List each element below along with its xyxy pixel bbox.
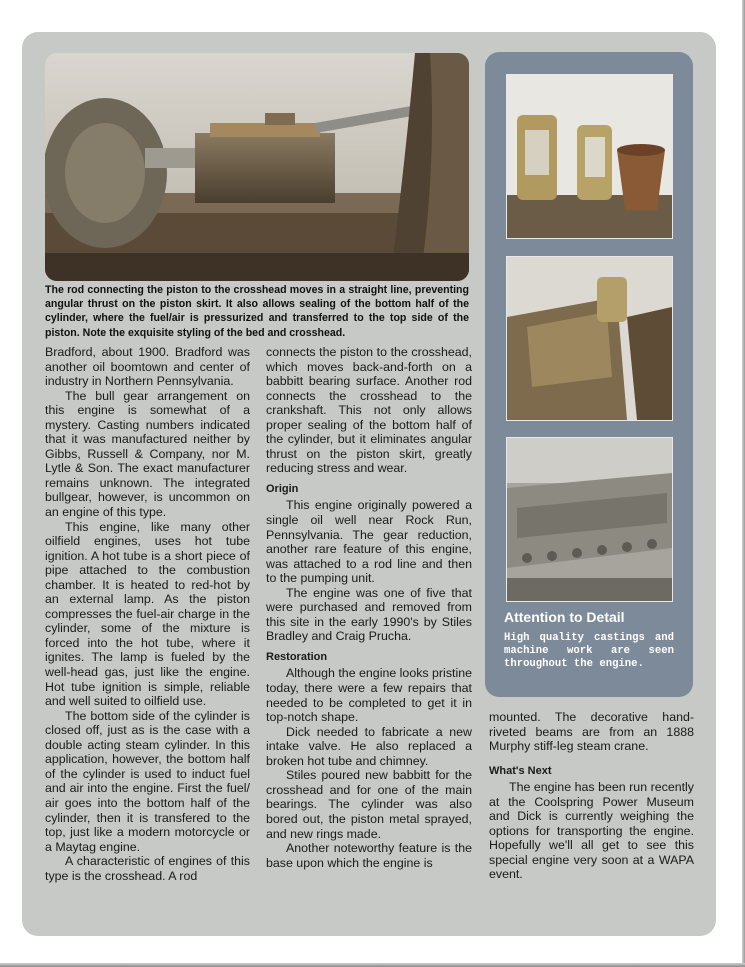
section-heading-origin: Origin	[266, 482, 299, 495]
photo-caption: The rod connecting the piston to the crosshead moves in a straight line, preventing angular thrust on the piston skirt. It also allows sealing of the bottom half of the cylinder, where the fuel/air is pressurized and transferred to the top side of the piston. Note the exquisite styling of the bed and crosshead.	[45, 284, 469, 339]
paragraph: This engine originally powered a single oil well near Rock Run, Pennsylvania. The gear reduction, another rare feature of this engine, was attached to a rod line and then to the pumping unit.	[266, 498, 472, 586]
sidebar-title: Attention to Detail	[504, 609, 625, 625]
paragraph: connects the piston to the crosshead, which moves back-and-forth on a babbitt bearing surface. Another rod connects the crosshead to the crankshaft. This not only allows proper sealing of the bottom half of the cylinder, but it eliminates angular thrust on the piston skirt, greatly reducing stress and wear.	[266, 345, 472, 476]
paragraph: This engine, like many other oilfield engines, uses hot tube ignition. A hot tube is a short piece of pipe attached to the combustion chamber. It is heated to red-hot by an external lamp. As the piston compresses the fuel-air charge in the cylinder, some of the mixture is forced into the hot tube, where it ignites. The lamp is fueled by the well-head gas, just like the engine. Hot tube ignition is simple, reliable and well suited to oilfield use.	[45, 519, 250, 709]
section-heading-whats-next: What's Next	[489, 764, 552, 777]
article-column-1	[45, 345, 250, 883]
paragraph: The bottom side of the cylinder is closed off, just as is the case with a double acting steam cylinder. In this application, however, the bottom half of the cylinder is used to induct fuel and air into the engine. First the fuel/ air goes into the bottom half of the cylinder, then it is transfered to the top, just like a modern motorcycle or a Maytag engine.	[45, 708, 250, 854]
paragraph: Bradford, about 1900. Bradford was another oil boomtown and center of industry in Northern Pennsylvania.	[45, 345, 250, 389]
paragraph: The engine was one of five that were purchased and removed from this site in the early 1990's by Stiles Bradley and Craig Prucha.	[266, 585, 472, 644]
paragraph: Another noteworthy feature is the base upon which the engine is	[266, 841, 472, 870]
nameplate-casting-photo	[506, 437, 673, 602]
paragraph: mounted. The decorative hand-riveted beams are from an 1888 Murphy stiff-leg steam crane.	[489, 710, 694, 754]
paragraph: A characteristic of engines of this type is the crosshead. A rod	[45, 854, 250, 883]
oiler-cups-photo	[506, 74, 673, 239]
paragraph: Dick needed to fabricate a new intake valve. He also replaced a broken hot tube and chimney.	[266, 724, 472, 768]
engine-crosshead-photo	[45, 53, 469, 281]
section-heading-restoration: Restoration	[266, 650, 328, 663]
crosshead-detail-photo	[506, 256, 673, 421]
paragraph: Although the engine looks pristine today, there were a few repairs that needed to be completed to get it in top-notch shape.	[266, 666, 472, 725]
paragraph: The engine has been run recently at the Coolspring Power Museum and Dick is currently weighing the options for transporting the engine. Hopefully we'll all get to see this special engine very soon at a WAPA event.	[489, 780, 694, 882]
paragraph: Stiles poured new babbitt for the crosshead and for one of the main bearings. The cylinder was also bored out, the piston metal sprayed, and new rings made.	[266, 768, 472, 841]
article-column-3	[489, 710, 694, 882]
paragraph: The bull gear arrangement on this engine is somewhat of a mystery. Casting numbers indicated that it was manufactured neither by Gibbs, Russell & Company, nor M. Lytle & Son. The exact manufacturer remains unknown. The integrated bullgear, however, is uncommon on an engine of this type.	[45, 388, 250, 520]
sidebar-caption: High quality castings and machine work are seen throughout the engine.	[504, 632, 674, 671]
article-column-2	[266, 345, 472, 870]
